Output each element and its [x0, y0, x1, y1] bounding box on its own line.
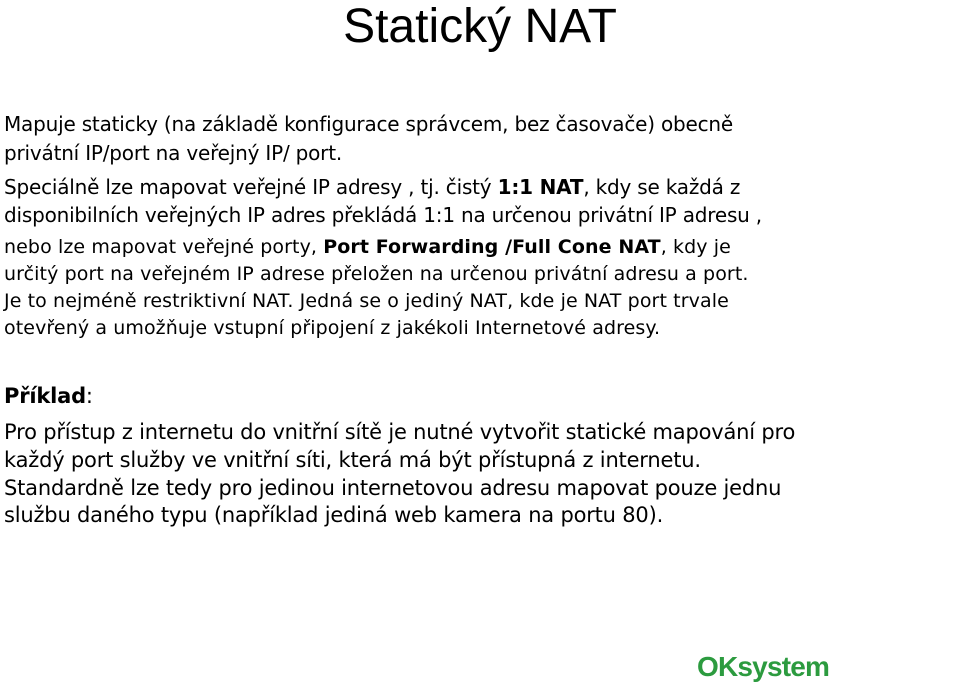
oksystem-logo: OKsystem	[697, 651, 830, 682]
para2-line3-post: , kdy je	[660, 236, 731, 258]
para2-line2: disponibilních veřejných IP adres překládá 1:1 na určenou privátní IP adresu ,	[4, 203, 762, 227]
example-label-colon: :	[85, 384, 93, 408]
slide-title: Statický NAT	[343, 0, 617, 53]
example-line1: Pro přístup z internetu do vnitřní sítě je nutné vytvořit statické mapování pro	[4, 420, 796, 444]
para2-line1	[4, 175, 740, 199]
para2-line1-bold: 1:1 NAT	[497, 175, 584, 199]
para2-line6: otevřený a umožňuje vstupní připojení z jakékoli Internetové adresy.	[4, 317, 661, 339]
para2-line3-bold: Port Forwarding /Full Cone NAT	[323, 236, 661, 258]
example-label	[4, 384, 93, 408]
para1-line2: privátní IP/port na veřejný IP/ port.	[4, 141, 343, 165]
para2-line3	[4, 236, 731, 258]
para2-line1-post: , kdy se každá z	[583, 175, 741, 199]
para2-line1-pre: Speciálně lze mapovat veřejné IP adresy , tj. čistý	[4, 175, 498, 199]
example-line4: službu daného typu (například jediná web kamera na portu 80).	[4, 503, 664, 527]
example-line3: Standardně lze tedy pro jedinou internetovou adresu mapovat pouze jednu	[4, 476, 782, 500]
para2-line5: Je to nejméně restriktivní NAT. Jedná se o jediný NAT, kde je NAT port trvale	[4, 290, 729, 312]
example-label-bold: Příklad	[4, 384, 86, 408]
para2-line4: určitý port na veřejném IP adrese přeložen na určenou privátní adresu a port.	[4, 263, 749, 285]
para1-line1: Mapuje staticky (na základě konfigurace správcem, bez časovače) obecně	[4, 112, 734, 136]
para2-line3-pre: nebo lze mapovat veřejné porty,	[4, 236, 324, 258]
example-line2: každý port služby ve vnitřní síti, která má být přístupná z internetu.	[4, 448, 701, 472]
